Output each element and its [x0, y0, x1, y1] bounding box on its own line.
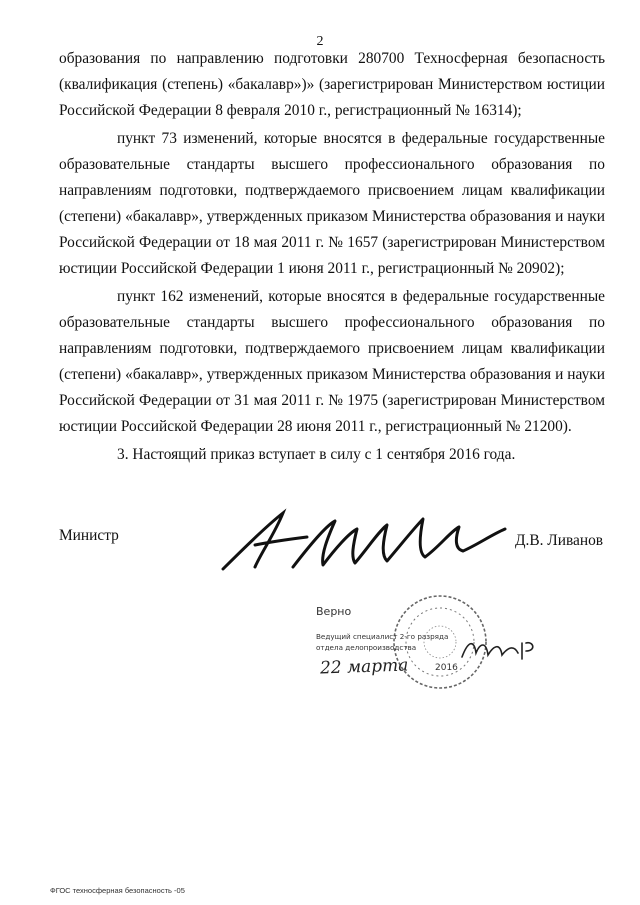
- certifier-position: Ведущий специалист 2-го разряда: [316, 632, 449, 641]
- signature-block: [0, 527, 640, 587]
- certifier-signature: [460, 635, 540, 665]
- certification-block: [310, 605, 540, 720]
- paragraph-item-73: пункт 73 изменений, которые вносятся в федеральные государственные образовательные стандарты высшего профессионального образования по направлениям подготовки, подтверждаемого присвоением лицам квалификации (степени) «бакалавр», утвержденных приказом Министерства образования и науки Российской Федерации от 18 мая 2011 г. № 1657 (зарегистрирован Министерством юстиции Российской Федерации 1 июня 2011 г., регистрационный № 20902);: [59, 130, 605, 277]
- minister-title: Министр: [59, 527, 119, 544]
- handwritten-date: 22 марта: [319, 655, 409, 679]
- paragraph-effective-date: 3. Настоящий приказ вступает в силу с 1 сентября 2016 года.: [117, 446, 516, 463]
- page-number: 2: [316, 34, 324, 49]
- certification-year: 2016: [435, 663, 458, 673]
- certifier-department: отдела делопроизводства: [316, 643, 417, 652]
- certification-verno: Верно: [316, 605, 352, 618]
- page-footer: ФГОС техносферная безопасность -05: [50, 886, 185, 895]
- paragraph-continuation: образования по направлению подготовки 280700 Техносферная безопасность (квалификация (степень) «бакалавр»)» (зарегистрирован Министерством юстиции Российской Федерации 8 февраля 2010 г., регистрационный № 16314);: [59, 50, 605, 119]
- paragraph-item-162: пункт 162 изменений, которые вносятся в федеральные государственные образовательные стандарты высшего профессионального образования по направлениям подготовки, подтверждаемого присвоением лицам квалификации (степени) «бакалавр», утвержденных приказом Министерства образования и науки Российской Федерации от 31 мая 2011 г. № 1975 (зарегистрирован Министерством юстиции Российской Федерации 28 июня 2011 г., регистрационный № 21200).: [59, 288, 605, 435]
- minister-signature: [215, 505, 515, 580]
- minister-name: Д.В. Ливанов: [515, 532, 604, 549]
- document-body: [59, 46, 605, 470]
